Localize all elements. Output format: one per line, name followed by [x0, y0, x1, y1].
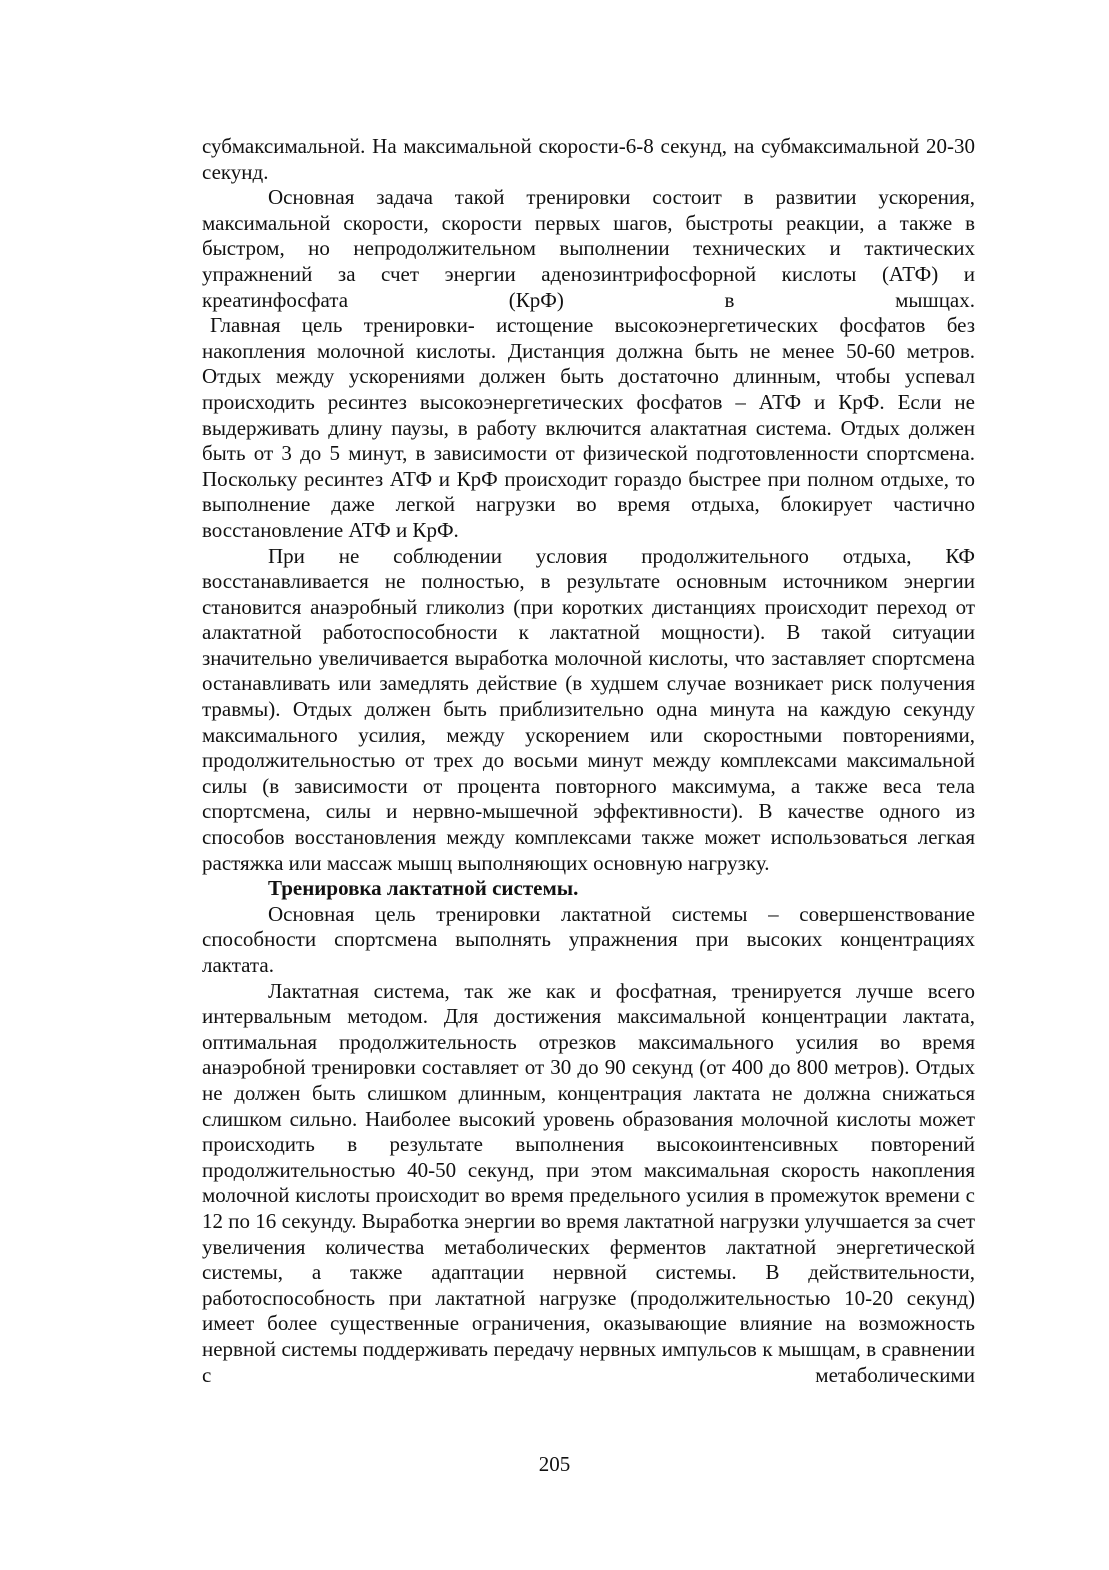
paragraph-4: При не соблюдении условия продолжительного отдыха, КФ восстанавливается не полностью, в результате основным источником энергии становится анаэробный гликолиз (при коротких дистанциях происходит переход от алактатной работоспособности к лактатной мощности). В такой ситуации значительно увеличивается выработка молочной кислоты, что заставляет спортсмена останавливать или замедлять действие (в худшем случае возникает риск получения травмы). Отдых должен быть приблизительно одна минута на каждую секунду максимального усилия, между ускорением или скоростными повторениями, продолжительностью от трех до восьми минут между комплексами максимальной силы (в зависимости от процента повторного максимума, а также веса тела спортсмена, силы и нервно-мышечной эффективности). В качестве одного из способов восстановления между комплексами также может использоваться легкая растяжка или массаж мышц выполняющих основную нагрузку.: [202, 543, 975, 875]
section-heading: Тренировка лактатной системы.: [268, 876, 579, 901]
page-number: 205: [538, 1452, 571, 1476]
page-body-text: [202, 134, 975, 1388]
paragraph-3: Главная цель тренировки- истощение высокоэнергетических фосфатов без накопления молочной кислоты. Дистанция должна быть не менее 50-60 метров. Отдых между ускорениями должен быть достаточно длинным, чтобы успевал происходить ресинтез высокоэнергетических фосфатов – АТФ и КрФ. Если не выдерживать длину паузы, в работу включится алактатная система. Отдых должен быть от 3 до 5 минут, в зависимости от физической подготовленности спортсмена. Поскольку ресинтез АТФ и КрФ происходит гораздо быстрее при полном отдыхе, то выполнение даже легкой нагрузки во время отдыха, блокирует частично восстановление АТФ и КрФ.: [202, 313, 975, 542]
paragraph-5: Основная цель тренировки лактатной системы – совершенствование способности спортсмена выполнять упражнения при высоких концентрациях лактата.: [202, 901, 975, 977]
paragraph-6: Лактатная система, так же как и фосфатная, тренируется лучше всего интервальным методом. Для достижения максимальной концентрации лактата, оптимальная продолжительность отрезков максимального усилия во время анаэробной тренировки составляет от 30 до 90 секунд (от 400 до 800 метров). Отдых не должен быть слишком длинным, концентрация лактата не должна снижаться слишком сильно. Наиболее высокий уровень образования молочной кислоты может происходить в результате выполнения высокоинтенсивных повторений продолжительностью 40-50 секунд, при этом максимальная скорость накопления молочной кислоты происходит во время предельного усилия в промежуток времени с 12 по 16 секунду. Выработка энергии во время лактатной нагрузки улучшается за счет увеличения количества метаболических ферментов лактатной энергетической системы, а также адаптации нервной системы. В действительности, работоспособность при лактатной нагрузке (продолжительностью 10-20 секунд) имеет более существенные ограничения, оказывающие влияние на возможность нервной системы поддерживать передачу нервных импульсов к мышцам, в сравнении с метаболическими: [202, 978, 975, 1387]
paragraph-2: Основная задача такой тренировки состоит в развитии ускорения, максимальной скорости, скорости первых шагов, быстроты реакции, а также в быстром, но непродолжительном выполнении технических и тактических упражнений за счет энергии аденозинтрифосфорной кислоты (АТФ) и креатинфосфата (КрФ) в мышцах.: [202, 185, 975, 312]
paragraph-1: субмаксимальной. На максимальной скорости-6-8 секунд, на субмаксимальной 20-30 секунд.: [202, 134, 975, 184]
